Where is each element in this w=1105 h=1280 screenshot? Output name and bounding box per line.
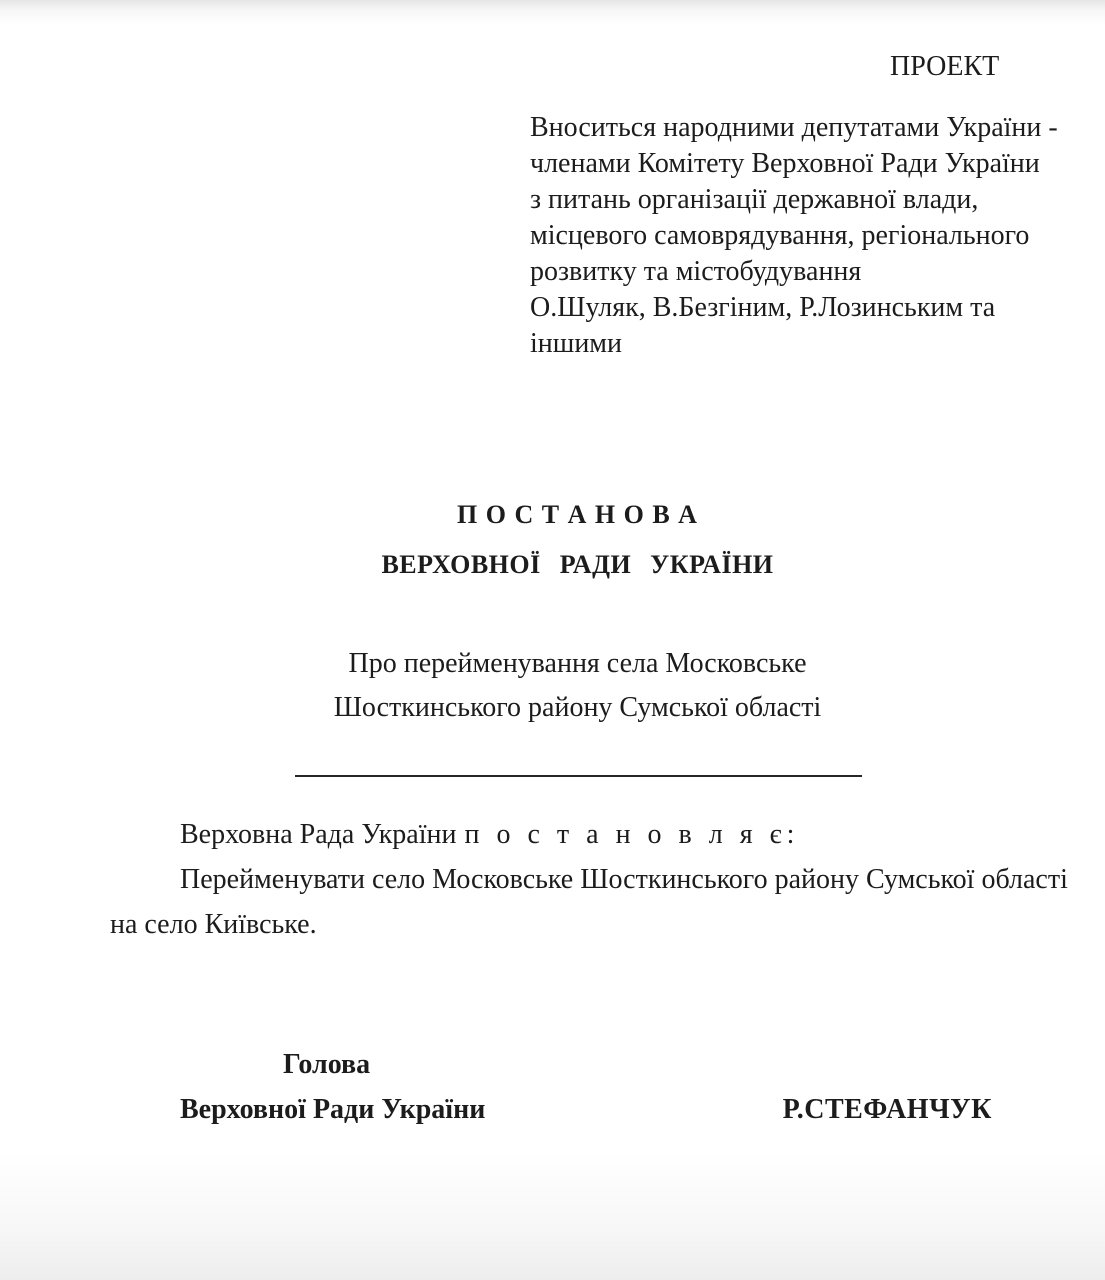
submitted-by-block (530, 110, 1058, 362)
subject-line: Шосткинського району Сумської області (333, 692, 822, 723)
signatory-name: Р.СТЕФАНЧУК (782, 1094, 992, 1125)
subject-block (50, 642, 1105, 730)
resolve-emphasis: п о с т а н о в л я є: (464, 819, 800, 850)
resolve-prefix: Верховна Рада України (180, 819, 457, 850)
submitted-by-line: О.Шуляк, В.Безгіним, Р.Лозинським та (530, 292, 996, 323)
submitted-by-line: з питань організації державної влади, (530, 184, 979, 215)
submitted-by-line: місцевого самоврядування, регіонального (530, 220, 1030, 251)
submitted-by-line: Вноситься народними депутатами України - (530, 112, 1058, 143)
signature-position-line1: Голова (283, 1049, 371, 1080)
submitted-by-line: розвитку та містобудування (530, 256, 862, 287)
submitted-by-line: іншими (530, 328, 623, 359)
title-resolution: П О С Т А Н О В А (457, 500, 698, 529)
signature-block (110, 1042, 1045, 1132)
horizontal-rule (295, 775, 862, 777)
top-edge-shadow (0, 0, 1105, 26)
resolve-clause (180, 812, 1045, 857)
subject-line: Про перейменування села Московське (348, 648, 807, 679)
action-line: на село Київське. (110, 909, 317, 940)
action-line: Перейменувати село Московське Шосткинського району Сумської області (180, 864, 1068, 895)
title-verkhovna-rada: ВЕРХОВНОЇ РАДИ УКРАЇНИ (381, 550, 774, 579)
draft-stamp: ПРОЕКТ (890, 51, 1000, 82)
document-title (50, 498, 1105, 582)
resolution-body (110, 812, 1068, 947)
signature-row (110, 1087, 1045, 1132)
submitted-by-line: членами Комітету Верховної Ради України (530, 148, 1040, 179)
signature-position-line2: Верховної Ради України (180, 1094, 486, 1125)
bottom-edge-shadow (0, 1150, 1105, 1280)
